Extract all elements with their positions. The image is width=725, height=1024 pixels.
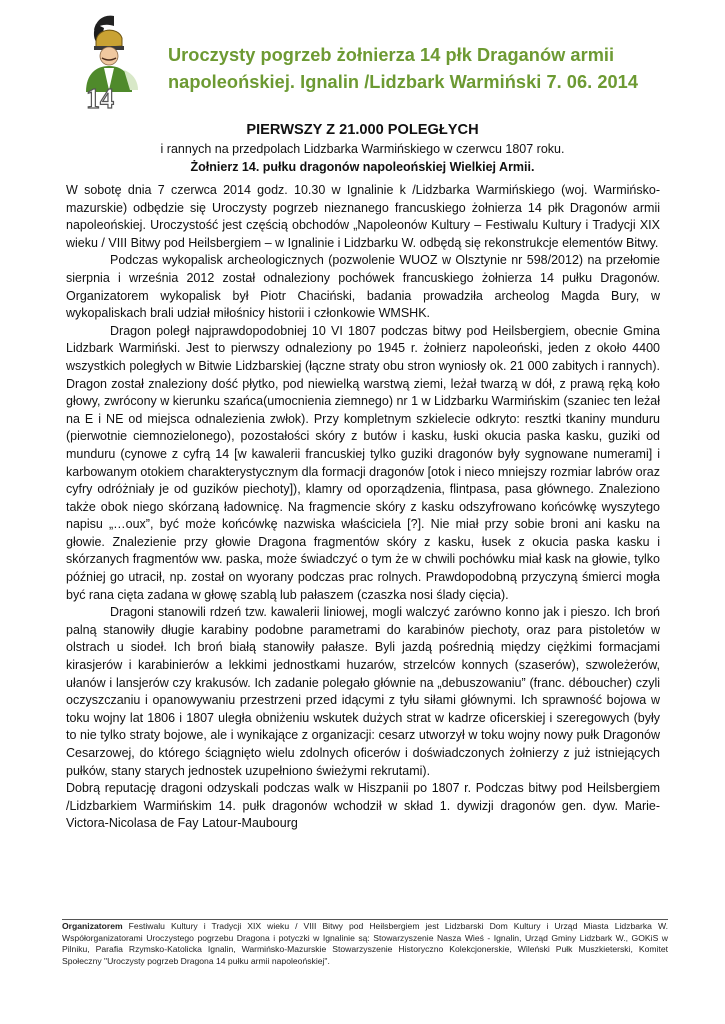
- logo-number: 14: [86, 84, 114, 110]
- header: [60, 8, 700, 108]
- article-body: [66, 182, 660, 833]
- subheading-1: i rannych na przedpolach Lidzbarka Warmińskiego w czerwcu 1807 roku.: [160, 142, 565, 156]
- main-heading: PIERWSZY Z 21.000 POLEGŁYCH: [246, 122, 479, 138]
- footer-divider: [62, 919, 668, 920]
- footer-text: Festiwalu Kultury i Tradycji XIX wieku / VIII Bitwy pod Heilsbergiem jest Lidzbarski Dom Kultury i Urząd Miasta Lidzbarka W. Współorganizatorami Uroczystego pogrzebu Dragona i potyczki w Ignalinie są: Stowarzyszenie Nasza Wieś - Ignalin, Urząd Gminy Lidzbark W., GOKiS w Pilniku, Parafia Rzymsko-Katolicka Ignalin, Warmińsko-Mazurskie Stowarzyszenie Historyczno Kolekcjonerskie, Wileński Pułk Muszkieterski, Komitet Społeczny "Uroczysty pogrzeb Dragona 14 pułku armii napoleońskiej".: [62, 921, 668, 966]
- page-title: Uroczysty pogrzeb żołnierza 14 płk Draganów armii napoleońskiej. Ignalin /Lidzbark Warmiński 7. 06. 2014: [168, 45, 639, 92]
- paragraph-2: Podczas wykopalisk archeologicznych (pozwolenie WUOZ w Olsztynie nr 598/2012) na przełomie sierpnia i września 2012 został odnaleziony pochówek francuskiego żołnierza 14 pułku Dragonów. Organizatorem wykopalisk był Piotr Chaciński, badania prowadziła archeolog Magda Bury, w wykopaliskach brali udział miłośnicy historii i członkowie WMSHK.: [66, 253, 660, 321]
- intro-block: [60, 120, 665, 176]
- paragraph-3: Dragon poległ najprawdopodobniej 10 VI 1807 podczas bitwy pod Heilsbergiem, obecnie Gmina Lidzbark Warmiński. Jest to pierwszy odnaleziony po 1945 r. żołnierz napoleoński, jeden z około 4400 wszystkich poległych w Bitwie Lidzbarskiej (łączne straty obu stron wyniosły ok. 21 000 zabitych i rannych). Dragon został znaleziony dość płytko, pod niewielką warstwą ziemi, leżał twarzą w dół, z prawą ręką koło głowy, zwrócony w kierunku szańca(umocnienia ziemnego) nr 1 w Lidzbarku Warmińskim (szaniec ten leżał na E i NE od miejsca odnalezienia zwłok). Przy kompletnym szkielecie odkryto: resztki tkaniny munduru (pierwotnie ciemnozielonego), pozostałości skóry z butów i kasku, łuski okucia paska kasku, guziki od munduru (cynowe z cyfrą 14 [w kawalerii francuskiej tylko guziki dragonów były sygnowane numerami] i karbowanym otokiem charakterystycznym dla formacji dragonów [otok i nieco mniejszy rozmiar labrów oraz cyfry odróżniały je od guzików piechoty]), klamry od oporządzenia, flintpasa, pasa głównego. Znaleziono także obok niego skórzaną ładownicę. Na fragmencie skóry z kasku odszyfrowano końcówkę wyszytego napisu „…oux”, być może końcówkę nazwiska właściciela [?]. Nie miał przy sobie broni ani kasku na głowie. Znalezienie przy głowie Dragona fragmentów skóry z kasku, łusek z okucia paska kasku i skórzanych fragmentów ww. paska, może świadczyć o tym że w chwili pochówku miał kask na głowie, tylko później go utracił, np. został on wyorany podczas prac rolnych. Prawdopodobną przyczyną śmierci mogła być rana cięta zadana w głowę szablą lub pałaszem (czaszka nosi ślady cięcia).: [66, 323, 660, 602]
- paragraph-5: Dobrą reputację dragoni odzyskali podczas walk w Hiszpanii po 1807 r. Podczas bitwy pod Heilsbergiem /Lidzbarkiem Warmińskim 14. pułk dragonów wchodził w skład 1. dywizji dragonów gen. dyw. Marie-Victora-Nicolasa de Fay Latour-Maubourg: [66, 781, 660, 831]
- footer-label: Organizatorem: [62, 921, 123, 931]
- footer: [62, 921, 668, 967]
- paragraph-4: Dragoni stanowili rdzeń tzw. kawalerii liniowej, mogli walczyć zarówno konno jak i pieszo. Ich broń palną stanowiły długie karabiny podobne parametrami do karabinów piechoty, oraz para pistoletów w olstrach u siodeł. Ich broń białą stanowiły pałasze. Byli jazdą pośrednią między ciężkimi formacjami kirasjerów i karabinierów a lekkimi jednostkami huzarów, strzelców konnych (szaserów), szwoleżerów, ułanów i lansjerów czy krakusów. Ich zadanie polegało głównie na „debuszowaniu” (franc. déboucher) czyli oczyszczaniu i opanowywaniu przestrzeni przed idącymi z tyłu siłami głównymi. Ich sprawność bojowa w toku wojny lat 1806 i 1807 uległa obniżeniu wskutek dużych strat w kadrze oficerskiej i szeregowych (były to nie tylko straty bojowe, ale i wynikające z organizacji: cesarz utworzył w toku wojny nowy pułk Dragonów Cesarzowej, do którego ściągnięto wielu zdolnych oficerów i doświadczonych żołnierzy z już istniejących pułków, stany starych jednostek uzupełniono świeżymi rekrutami).: [66, 605, 660, 778]
- dragoon-logo: [74, 12, 146, 110]
- paragraph-1: W sobotę dnia 7 czerwca 2014 godz. 10.30 w Ignalinie k /Lidzbarka Warmińskiego (woj. Warmińsko-mazurskie) odbędzie się Uroczysty pogrzeb nieznanego francuskiego żołnierza 14 płk Dragonów armii napoleońskiej. Uroczystość jest częścią obchodów „Napoleonów Kultury – Festiwalu Kultury i Tradycji XIX wieku / VIII Bitwy pod Heilsbergiem – w Ignalinie i Lidzbarku W. odbędą się rekonstrukcje elementów Bitwy.: [66, 183, 660, 250]
- subheading-2: Żołnierz 14. pułku dragonów napoleońskiej Wielkiej Armii.: [190, 160, 535, 174]
